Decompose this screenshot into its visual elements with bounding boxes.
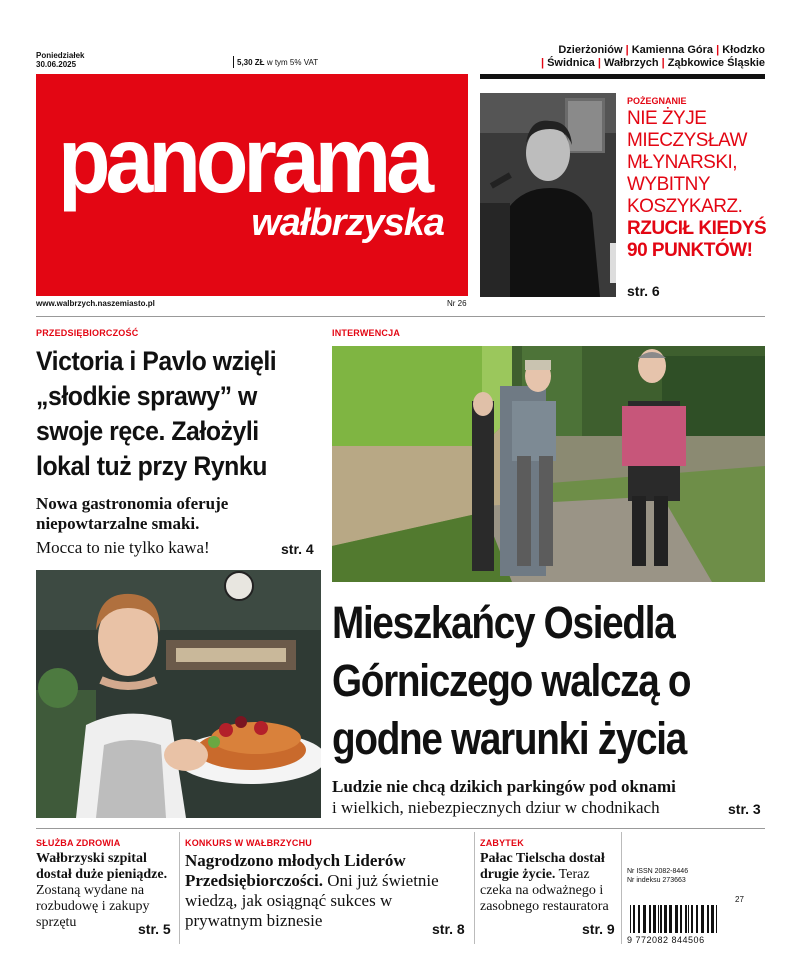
obituary-page: str. 6 — [627, 283, 660, 299]
main-story-page: str. 3 — [728, 801, 761, 817]
city-list — [541, 44, 765, 70]
city-line-2: | Świdnica | Wałbrzych | Ząbkowice Śląskie — [540, 57, 765, 69]
obituary-headline[interactable] — [627, 108, 767, 262]
vat-info: w tym 5% VAT — [266, 58, 319, 67]
main-story-headline[interactable]: Mieszkańcy Osiedla Górniczego walczą o godne warunki życia — [332, 597, 691, 764]
barcode-issue-code: 27 — [735, 895, 744, 904]
teaser-contest[interactable] — [185, 838, 465, 931]
teaser-bold: Nagrodzono młodych Liderów Przedsiębiorczości. — [185, 851, 406, 890]
teaser-kicker: ZABYTEK — [480, 838, 524, 848]
teaser-kicker: KONKURS W WAŁBRZYCHU — [185, 838, 312, 848]
barcode-bar — [664, 905, 667, 933]
price: 5,30 ZŁ — [237, 58, 265, 67]
city-link[interactable]: Dzierżoniów — [558, 44, 623, 56]
obituary-title: NIE ŻYJE MIECZYSŁAW MŁYNARSKI, WYBITNY KOSZYKARZ. — [627, 108, 747, 217]
index-number: Nr indeksu 273663 — [627, 877, 686, 884]
barcode-bar — [688, 905, 689, 933]
price-separator — [233, 56, 234, 68]
main-story-lead-bold: Ludzie nie chcą dzikich parkingów pod oknami — [332, 777, 676, 796]
section-divider — [36, 316, 765, 317]
city-link[interactable]: Świdnica — [547, 57, 595, 69]
teaser-text: Oni już świetnie wiedzą, jak osiągnąć sukces w prywatnym biznesie — [185, 871, 439, 930]
barcode-bar — [701, 905, 704, 933]
barcode-bar — [685, 905, 687, 933]
teaser-text: Teraz czeka na odważnego i zasobnego restauratora — [480, 867, 609, 914]
top-right-divider — [480, 74, 765, 79]
barcode-bar — [649, 905, 651, 933]
city-link[interactable]: Wałbrzych — [603, 57, 659, 69]
left-story-headline[interactable]: Victoria i Pavlo wzięli „słodkie sprawy” w swoje ręce. Założyli lokal tuż przy Rynku — [36, 346, 277, 481]
bottom-column-divider — [179, 832, 180, 944]
barcode-bar — [630, 905, 631, 933]
obituary-kicker: POŻEGNANIE — [627, 96, 687, 106]
left-story-photo — [36, 570, 321, 818]
issue-date-value: 30.06.2025 — [36, 60, 77, 69]
barcode-bar — [696, 905, 698, 933]
issue-number: Nr 26 — [447, 299, 467, 308]
masthead-logo[interactable] — [36, 74, 468, 296]
teaser-page: str. 8 — [432, 921, 465, 937]
issue-day: Poniedziałek — [36, 51, 85, 60]
barcode-bar — [660, 905, 662, 933]
teaser-text: Zostaną wydane na rozbudowę i zakupy sprzętu — [36, 883, 150, 930]
barcode — [628, 905, 753, 933]
obituary-highlight: RZUCIŁ KIEDYŚ 90 PUNKTÓW! — [627, 218, 767, 261]
left-story-kicker: PRZEDSIĘBIORCZOŚĆ — [36, 328, 139, 338]
price-info — [237, 58, 318, 67]
city-link[interactable]: Ząbkowice Śląskie — [667, 57, 765, 69]
main-story-photo — [332, 346, 765, 582]
city-link[interactable]: Kamienna Góra — [631, 44, 714, 56]
logo-main: panorama — [58, 108, 430, 213]
barcode-bar — [711, 905, 714, 933]
left-story-page: str. 4 — [281, 541, 314, 557]
teaser-health[interactable] — [36, 838, 172, 931]
issn-info — [627, 867, 688, 885]
teaser-page: str. 5 — [138, 921, 171, 937]
barcode-bar — [643, 905, 646, 933]
barcode-bar — [658, 905, 659, 933]
bottom-divider — [36, 828, 765, 829]
bottom-column-divider — [621, 832, 622, 944]
left-story-lead: Mocca to nie tylko kawa! — [36, 538, 210, 557]
teaser-monument[interactable] — [480, 838, 616, 915]
photo-credit — [610, 243, 616, 283]
logo-sub: wałbrzyska — [251, 202, 444, 244]
teaser-bold: Wałbrzyski szpital dostał duże pieniądze. — [36, 851, 168, 882]
barcode-bar — [707, 905, 709, 933]
teaser-bold: Pałac Tielscha dostał drugie życie. — [480, 851, 605, 882]
barcode-bar — [633, 905, 635, 933]
obituary-photo — [480, 93, 616, 297]
barcode-bar — [691, 905, 693, 933]
barcode-bar — [653, 905, 656, 933]
barcode-bar — [669, 905, 672, 933]
barcode-bar — [680, 905, 682, 933]
issue-date — [36, 51, 84, 69]
left-story-lead-bold: Nowa gastronomia oferuje niepowtarzalne smaki. — [36, 494, 229, 533]
barcode-bar — [675, 905, 678, 933]
website-url[interactable]: www.walbrzych.naszemiasto.pl — [36, 299, 155, 308]
barcode-bar — [638, 905, 640, 933]
bottom-column-divider — [474, 832, 475, 944]
barcode-bar — [716, 905, 717, 933]
teaser-page: str. 9 — [582, 921, 615, 937]
main-story-lead: i wielkich, niebezpiecznych dziur w chodnikach — [332, 798, 660, 817]
barcode-number: 9 772082 844506 — [627, 935, 705, 945]
teaser-kicker: SŁUŻBA ZDROWIA — [36, 838, 121, 848]
issn: Nr ISSN 2082-8446 — [627, 868, 689, 875]
city-link[interactable]: Kłodzko — [722, 44, 765, 56]
city-line-1: Dzierżoniów | Kamienna Góra | Kłodzko — [558, 44, 765, 56]
main-story-kicker: INTERWENCJA — [332, 328, 401, 338]
